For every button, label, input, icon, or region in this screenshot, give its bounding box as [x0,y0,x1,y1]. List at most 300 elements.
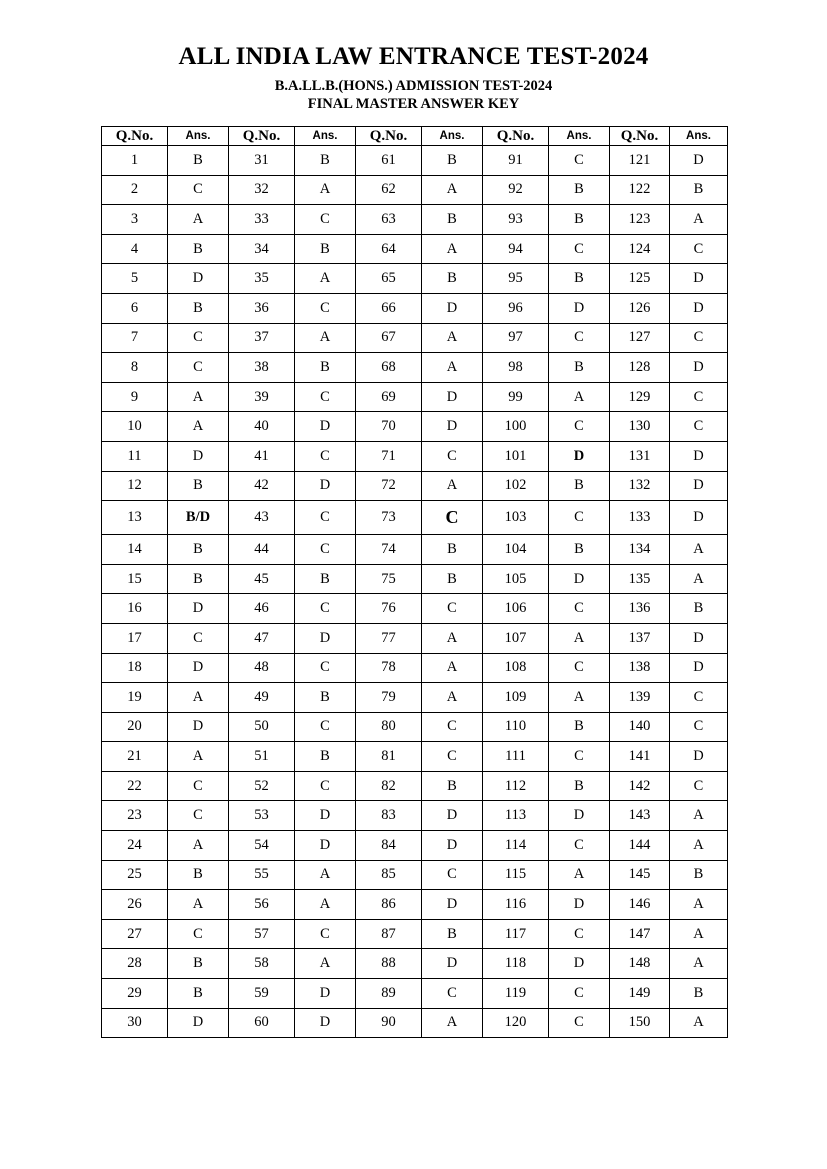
table-row [102,175,728,205]
answer-cell: C [670,771,728,801]
question-number-cell: 98 [483,353,549,383]
answer-cell: C [168,623,229,653]
answer-cell: D [670,742,728,772]
answer-cell: A [168,683,229,713]
answer-cell: C [295,594,356,624]
question-number-cell: 114 [483,831,549,861]
answer-cell: C [422,712,483,742]
answer-cell: C [549,501,610,535]
answer-cell: C [549,831,610,861]
question-number-cell: 71 [356,441,422,471]
answer-cell: B [295,353,356,383]
question-number-cell: 57 [229,919,295,949]
question-number-cell: 127 [610,323,670,353]
answer-cell: A [422,323,483,353]
question-number-cell: 5 [102,264,168,294]
qno-header: Q.No. [356,127,422,146]
question-number-cell: 95 [483,264,549,294]
answer-cell: B [670,175,728,205]
question-number-cell: 21 [102,742,168,772]
question-number-cell: 130 [610,412,670,442]
answer-cell: A [549,382,610,412]
question-number-cell: 48 [229,653,295,683]
answer-cell: C [422,860,483,890]
question-number-cell: 128 [610,353,670,383]
question-number-cell: 77 [356,623,422,653]
answer-cell: A [670,890,728,920]
qno-header: Q.No. [102,127,168,146]
answer-cell: D [168,653,229,683]
answer-cell: D [295,979,356,1009]
answer-cell: C [295,771,356,801]
ans-header: Ans. [295,127,356,146]
answer-cell: B [549,264,610,294]
answer-cell: B [168,979,229,1009]
answer-cell: C [295,712,356,742]
question-number-cell: 29 [102,979,168,1009]
answer-cell: A [670,535,728,565]
question-number-cell: 67 [356,323,422,353]
answer-cell: A [670,919,728,949]
answer-cell: C [670,712,728,742]
answer-cell: D [168,712,229,742]
answer-cell: A [295,323,356,353]
question-number-cell: 69 [356,382,422,412]
table-row [102,979,728,1009]
answer-cell: A [168,742,229,772]
table-row [102,323,728,353]
page-title: ALL INDIA LAW ENTRANCE TEST-2024 [178,43,649,70]
answer-cell: A [549,683,610,713]
answer-cell: B [295,742,356,772]
table-row [102,594,728,624]
answer-cell: A [670,801,728,831]
question-number-cell: 84 [356,831,422,861]
answer-cell: C [670,382,728,412]
answer-cell: B [670,594,728,624]
ans-header: Ans. [422,127,483,146]
answer-cell: B [168,234,229,264]
answer-cell: B [422,535,483,565]
question-number-cell: 147 [610,919,670,949]
question-number-cell: 101 [483,441,549,471]
answer-cell: A [670,831,728,861]
answer-cell: A [422,234,483,264]
question-number-cell: 15 [102,564,168,594]
table-row [102,234,728,264]
question-number-cell: 6 [102,293,168,323]
question-number-cell: 129 [610,382,670,412]
question-number-cell: 73 [356,501,422,535]
question-number-cell: 59 [229,979,295,1009]
question-number-cell: 116 [483,890,549,920]
question-number-cell: 134 [610,535,670,565]
answer-cell: A [670,205,728,235]
answer-cell: B [295,564,356,594]
question-number-cell: 123 [610,205,670,235]
question-number-cell: 81 [356,742,422,772]
answer-cell: C [549,234,610,264]
answer-cell: A [168,382,229,412]
answer-cell: C [549,146,610,176]
question-number-cell: 27 [102,919,168,949]
question-number-cell: 49 [229,683,295,713]
question-number-cell: 13 [102,501,168,535]
answer-cell: D [295,623,356,653]
question-number-cell: 149 [610,979,670,1009]
answer-cell: D [168,264,229,294]
answer-cell: D [670,623,728,653]
question-number-cell: 12 [102,471,168,501]
question-number-cell: 7 [102,323,168,353]
answer-key-body [102,146,728,1038]
question-number-cell: 45 [229,564,295,594]
question-number-cell: 72 [356,471,422,501]
table-row [102,831,728,861]
answer-cell: B [670,860,728,890]
answer-cell: C [168,919,229,949]
question-number-cell: 118 [483,949,549,979]
table-row [102,441,728,471]
answer-cell: D [422,293,483,323]
table-row [102,501,728,535]
question-number-cell: 63 [356,205,422,235]
question-number-cell: 89 [356,979,422,1009]
answer-cell: D [670,653,728,683]
answer-cell: A [295,264,356,294]
table-row [102,919,728,949]
question-number-cell: 62 [356,175,422,205]
question-number-cell: 32 [229,175,295,205]
table-row [102,1008,728,1038]
answer-cell: A [670,564,728,594]
answer-cell: B [422,564,483,594]
question-number-cell: 4 [102,234,168,264]
question-number-cell: 87 [356,919,422,949]
answer-cell: D [549,293,610,323]
question-number-cell: 55 [229,860,295,890]
answer-cell: D [422,382,483,412]
question-number-cell: 1 [102,146,168,176]
answer-cell: A [168,890,229,920]
question-number-cell: 148 [610,949,670,979]
answer-cell: B/D [168,501,229,535]
question-number-cell: 143 [610,801,670,831]
question-number-cell: 146 [610,890,670,920]
answer-cell: D [549,890,610,920]
question-number-cell: 110 [483,712,549,742]
question-number-cell: 83 [356,801,422,831]
answer-cell: C [670,683,728,713]
table-row [102,382,728,412]
question-number-cell: 88 [356,949,422,979]
table-row [102,205,728,235]
question-number-cell: 138 [610,653,670,683]
answer-cell: D [422,412,483,442]
question-number-cell: 18 [102,653,168,683]
question-number-cell: 46 [229,594,295,624]
answer-cell: A [168,412,229,442]
answer-cell: B [168,293,229,323]
question-number-cell: 22 [102,771,168,801]
answer-cell: D [168,1008,229,1038]
answer-cell: A [549,623,610,653]
question-number-cell: 51 [229,742,295,772]
answer-cell: B [168,860,229,890]
answer-cell: C [295,919,356,949]
table-row [102,535,728,565]
answer-cell: C [549,653,610,683]
question-number-cell: 94 [483,234,549,264]
answer-cell: A [295,175,356,205]
answer-cell: D [422,831,483,861]
ans-header: Ans. [670,127,728,146]
question-number-cell: 9 [102,382,168,412]
answer-cell: B [549,205,610,235]
answer-cell: D [549,441,610,471]
answer-cell: C [168,771,229,801]
question-number-cell: 43 [229,501,295,535]
answer-cell: A [295,890,356,920]
question-number-cell: 53 [229,801,295,831]
answer-cell: C [422,979,483,1009]
answer-cell: B [549,471,610,501]
question-number-cell: 42 [229,471,295,501]
table-row [102,264,728,294]
test-subtitle: B.A.LL.B.(HONS.) ADMISSION TEST-2024 [274,78,553,94]
answer-cell: B [549,712,610,742]
question-number-cell: 68 [356,353,422,383]
answer-cell: A [422,623,483,653]
question-number-cell: 74 [356,535,422,565]
answer-cell: C [168,801,229,831]
answer-cell: C [295,205,356,235]
question-number-cell: 35 [229,264,295,294]
answer-cell: C [295,501,356,535]
question-number-cell: 79 [356,683,422,713]
question-number-cell: 70 [356,412,422,442]
answer-cell: B [168,949,229,979]
table-row [102,471,728,501]
answer-cell: C [670,234,728,264]
question-number-cell: 19 [102,683,168,713]
question-number-cell: 75 [356,564,422,594]
question-number-cell: 102 [483,471,549,501]
question-number-cell: 103 [483,501,549,535]
qno-header: Q.No. [610,127,670,146]
question-number-cell: 33 [229,205,295,235]
question-number-cell: 40 [229,412,295,442]
question-number-cell: 76 [356,594,422,624]
answer-cell: C [422,594,483,624]
table-row [102,653,728,683]
question-number-cell: 121 [610,146,670,176]
answer-key-subtitle: FINAL MASTER ANSWER KEY [307,96,520,112]
question-number-cell: 92 [483,175,549,205]
answer-cell: B [549,353,610,383]
table-row [102,712,728,742]
question-number-cell: 80 [356,712,422,742]
ans-header: Ans. [549,127,610,146]
question-number-cell: 56 [229,890,295,920]
table-row [102,146,728,176]
question-number-cell: 126 [610,293,670,323]
answer-cell: D [295,831,356,861]
question-number-cell: 10 [102,412,168,442]
answer-cell: D [422,890,483,920]
answer-cell: C [168,353,229,383]
question-number-cell: 24 [102,831,168,861]
question-number-cell: 8 [102,353,168,383]
question-number-cell: 30 [102,1008,168,1038]
answer-cell: C [422,742,483,772]
answer-cell: C [549,412,610,442]
question-number-cell: 115 [483,860,549,890]
question-number-cell: 96 [483,293,549,323]
question-number-cell: 25 [102,860,168,890]
question-number-cell: 125 [610,264,670,294]
question-number-cell: 47 [229,623,295,653]
question-number-cell: 50 [229,712,295,742]
answer-cell: D [549,801,610,831]
answer-cell: C [549,979,610,1009]
question-number-cell: 36 [229,293,295,323]
answer-cell: B [549,535,610,565]
answer-cell: D [295,471,356,501]
question-number-cell: 60 [229,1008,295,1038]
answer-cell: C [549,323,610,353]
answer-cell: D [670,293,728,323]
table-row [102,683,728,713]
answer-cell: A [670,1008,728,1038]
question-number-cell: 107 [483,623,549,653]
answer-cell: B [422,771,483,801]
question-number-cell: 66 [356,293,422,323]
question-number-cell: 104 [483,535,549,565]
ans-header: Ans. [168,127,229,146]
question-number-cell: 31 [229,146,295,176]
question-number-cell: 38 [229,353,295,383]
answer-cell: D [295,412,356,442]
answer-cell: D [422,949,483,979]
question-number-cell: 85 [356,860,422,890]
answer-key-table [101,126,728,1038]
answer-cell: A [295,860,356,890]
answer-cell: C [168,175,229,205]
answer-cell: D [549,949,610,979]
question-number-cell: 111 [483,742,549,772]
answer-cell: C [295,293,356,323]
answer-cell: A [422,683,483,713]
question-number-cell: 109 [483,683,549,713]
answer-cell: B [168,564,229,594]
question-number-cell: 2 [102,175,168,205]
answer-cell: A [422,1008,483,1038]
answer-cell: C [295,653,356,683]
question-number-cell: 17 [102,623,168,653]
question-number-cell: 54 [229,831,295,861]
question-number-cell: 86 [356,890,422,920]
answer-cell: D [670,146,728,176]
question-number-cell: 34 [229,234,295,264]
question-number-cell: 133 [610,501,670,535]
answer-cell: D [295,1008,356,1038]
answer-cell: C [295,535,356,565]
answer-cell: C [295,441,356,471]
question-number-cell: 100 [483,412,549,442]
answer-cell: C [295,382,356,412]
answer-cell: D [549,564,610,594]
table-row [102,890,728,920]
question-number-cell: 44 [229,535,295,565]
question-number-cell: 119 [483,979,549,1009]
table-row [102,801,728,831]
answer-cell: B [168,535,229,565]
answer-cell: B [168,146,229,176]
answer-cell: C [670,412,728,442]
question-number-cell: 3 [102,205,168,235]
question-number-cell: 108 [483,653,549,683]
answer-cell: B [295,234,356,264]
answer-cell: D [670,471,728,501]
answer-cell: A [168,205,229,235]
answer-cell: B [670,979,728,1009]
question-number-cell: 124 [610,234,670,264]
answer-cell: A [422,353,483,383]
question-number-cell: 142 [610,771,670,801]
question-number-cell: 141 [610,742,670,772]
question-number-cell: 112 [483,771,549,801]
answer-cell: B [422,146,483,176]
table-row [102,949,728,979]
question-number-cell: 61 [356,146,422,176]
answer-cell: A [670,949,728,979]
answer-cell: B [422,205,483,235]
table-row [102,353,728,383]
qno-header: Q.No. [483,127,549,146]
answer-cell: D [670,264,728,294]
question-number-cell: 28 [102,949,168,979]
answer-cell: B [295,146,356,176]
table-row [102,412,728,442]
answer-cell: D [670,441,728,471]
question-number-cell: 139 [610,683,670,713]
question-number-cell: 122 [610,175,670,205]
question-number-cell: 93 [483,205,549,235]
answer-cell: C [549,919,610,949]
question-number-cell: 136 [610,594,670,624]
answer-cell: B [422,919,483,949]
answer-cell: B [168,471,229,501]
question-number-cell: 11 [102,441,168,471]
answer-cell: C [549,594,610,624]
question-number-cell: 120 [483,1008,549,1038]
answer-cell: D [422,801,483,831]
question-number-cell: 16 [102,594,168,624]
answer-cell: D [295,801,356,831]
answer-cell: C [670,323,728,353]
answer-cell: D [168,594,229,624]
question-number-cell: 150 [610,1008,670,1038]
table-row [102,564,728,594]
question-number-cell: 39 [229,382,295,412]
question-number-cell: 23 [102,801,168,831]
answer-cell: B [295,683,356,713]
question-number-cell: 137 [610,623,670,653]
answer-cell: D [168,441,229,471]
question-number-cell: 105 [483,564,549,594]
question-number-cell: 106 [483,594,549,624]
